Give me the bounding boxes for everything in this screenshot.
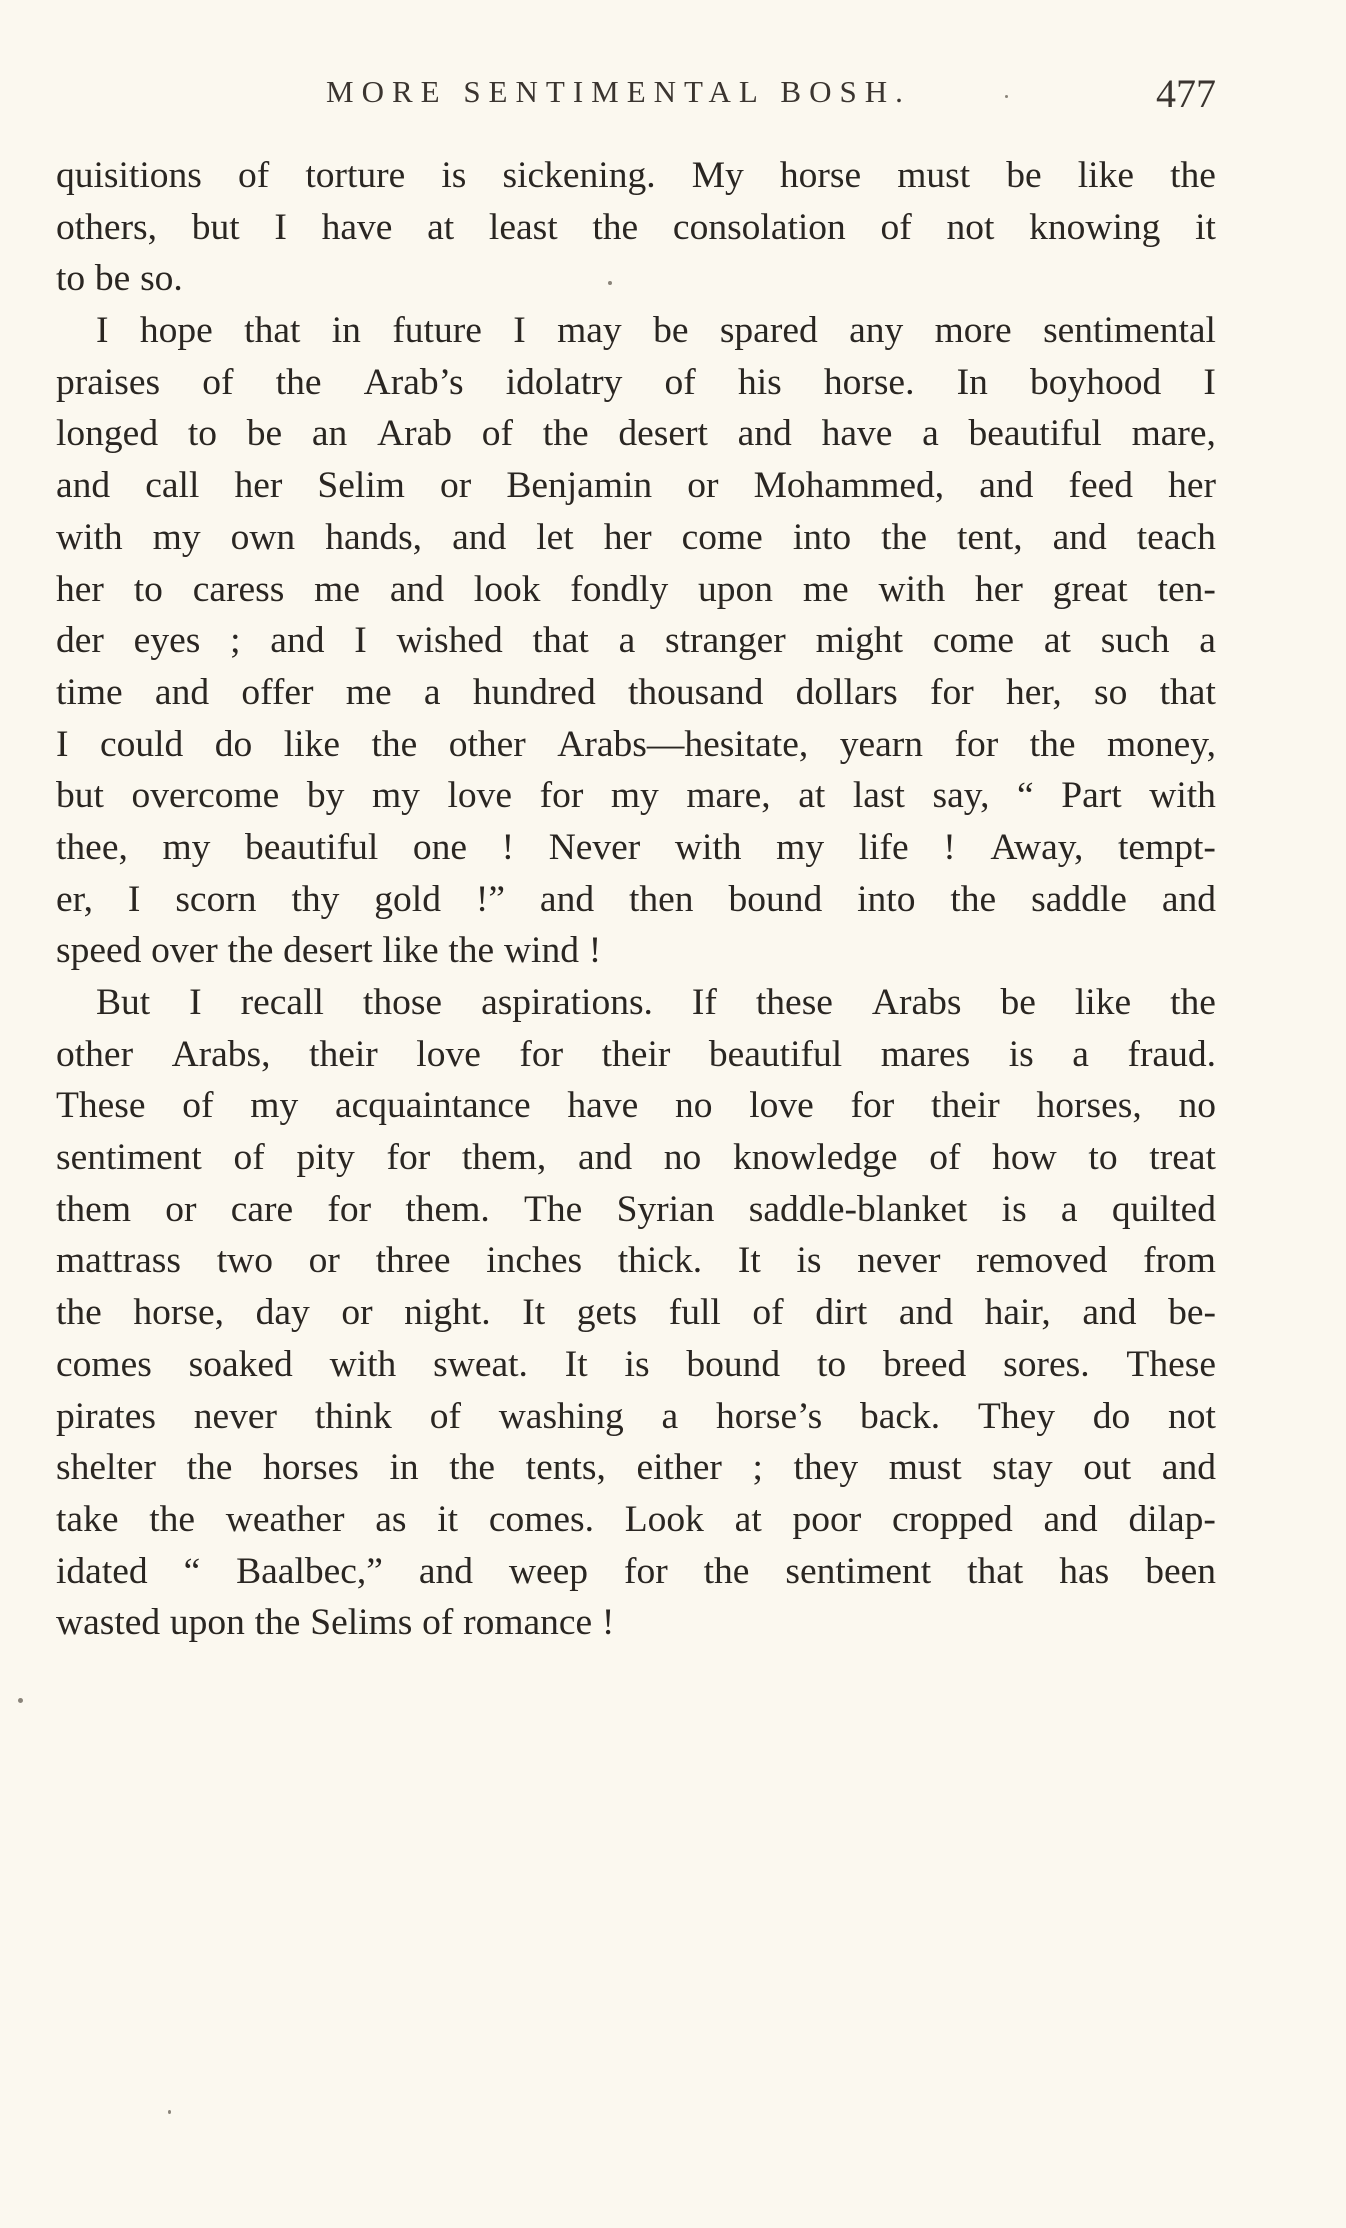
- text-line: take the weather as it comes. Look at poor cropped and dilap-: [56, 1498, 1216, 1540]
- running-title: MORE SENTIMENTAL BOSH.: [326, 74, 911, 109]
- page-number: 477: [1156, 71, 1216, 116]
- text-line: time and offer me a hundred thousand dollars for her, so that: [56, 671, 1216, 713]
- paragraph-start-line: I hope that in future I may be spared any more sentimental: [96, 310, 1216, 352]
- text-line: sentiment of pity for them, and no knowledge of how to treat: [56, 1137, 1216, 1179]
- running-head: [56, 70, 1216, 120]
- text-line: and call her Selim or Benjamin or Mohammed, and feed her: [56, 465, 1216, 507]
- text-line: longed to be an Arab of the desert and have a beautiful mare,: [56, 413, 1216, 455]
- paper-speck: [608, 281, 612, 285]
- paragraph-start-line: But I recall those aspirations. If these Arabs be like the: [96, 982, 1216, 1023]
- paper-speck: [18, 1698, 23, 1703]
- text-line: the horse, day or night. It gets full of dirt and hair, and be-: [56, 1292, 1216, 1334]
- text-line: thee, my beautiful one ! Never with my life ! Away, tempt-: [56, 826, 1216, 868]
- text-line: I could do like the other Arabs—hesitate, yearn for the money,: [56, 723, 1216, 765]
- text-line: idated “ Baalbec,” and weep for the sentiment that has been: [56, 1550, 1216, 1592]
- text-line: but overcome by my love for my mare, at last say, “ Part with: [56, 775, 1216, 817]
- text-line: comes soaked with sweat. It is bound to breed sores. These: [56, 1343, 1216, 1385]
- text-line: wasted upon the Selims of romance !: [56, 1602, 615, 1644]
- body-text: [56, 150, 1216, 1649]
- paper-speck: [168, 2110, 171, 2114]
- text-line: These of my acquaintance have no love for their horses, no: [56, 1085, 1216, 1127]
- text-line: quisitions of torture is sickening. My horse must be like the: [56, 155, 1216, 196]
- text-line: them or care for them. The Syrian saddle-blanket is a quilted: [56, 1188, 1216, 1230]
- text-line: er, I scorn thy gold !” and then bound into the saddle and: [56, 878, 1216, 920]
- paper-speck: [1005, 95, 1008, 98]
- text-line: mattrass two or three inches thick. It is never removed from: [56, 1240, 1216, 1282]
- text-line: shelter the horses in the tents, either ; they must stay out and: [56, 1447, 1216, 1489]
- text-line: speed over the desert like the wind !: [56, 930, 602, 972]
- text-line: others, but I have at least the consolation of not knowing it: [56, 206, 1216, 248]
- text-line: other Arabs, their love for their beautiful mares is a fraud.: [56, 1033, 1216, 1075]
- text-line: her to caress me and look fondly upon me with her great ten-: [56, 568, 1216, 610]
- text-line: praises of the Arab’s idolatry of his horse. In boyhood I: [56, 361, 1216, 403]
- text-line: pirates never think of washing a horse’s back. They do not: [56, 1395, 1216, 1437]
- text-line: with my own hands, and let her come into the tent, and teach: [56, 516, 1216, 558]
- text-line: to be so.: [56, 258, 183, 300]
- text-line: der eyes ; and I wished that a stranger might come at such a: [56, 620, 1216, 662]
